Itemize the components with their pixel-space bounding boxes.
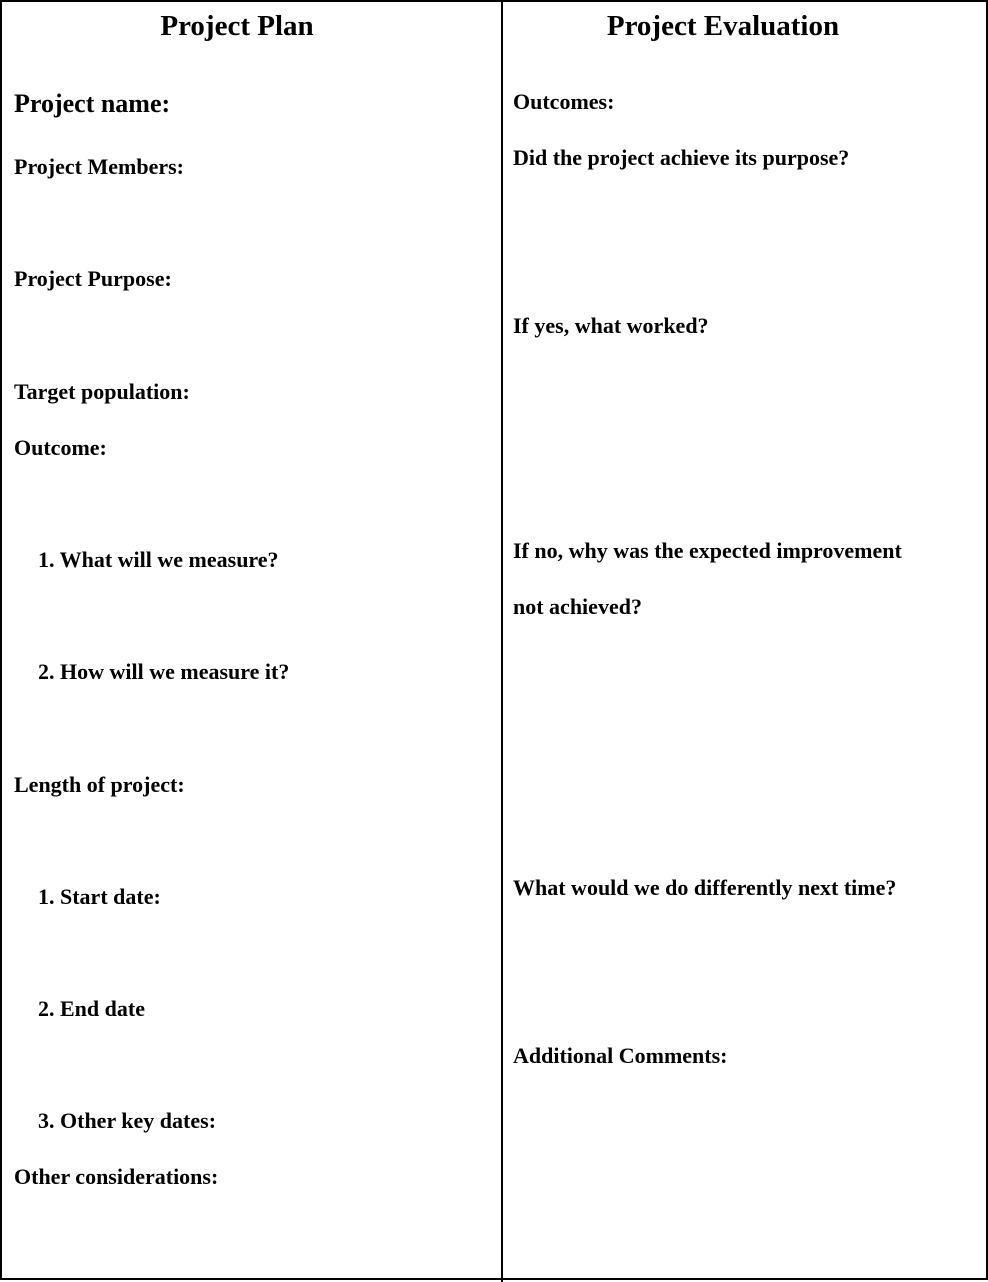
do-differently-question: What would we do differently next time? (513, 875, 897, 900)
project-purpose-label: Project Purpose: (14, 266, 172, 291)
project-members-label: Project Members: (14, 154, 184, 179)
outcome-label: Outcome: (14, 435, 107, 460)
column-divider (501, 2, 503, 1282)
if-no-question-line1: If no, why was the expected improvement (513, 538, 902, 563)
target-population-label: Target population: (14, 379, 190, 404)
project-plan-heading: Project Plan (160, 10, 314, 42)
start-date-label: 1. Start date: (38, 884, 161, 909)
project-length-label: Length of project: (14, 772, 185, 797)
additional-comments-label: Additional Comments: (513, 1043, 728, 1068)
other-key-dates-label: 3. Other key dates: (38, 1108, 217, 1133)
end-date-label: 2. End date (38, 996, 145, 1021)
other-considerations-label: Other considerations: (14, 1164, 219, 1189)
if-no-question-line2: not achieved? (513, 594, 642, 619)
achieved-purpose-question: Did the project achieve its purpose? (513, 145, 850, 170)
project-name-label: Project name: (14, 89, 171, 118)
outcomes-label: Outcomes: (513, 89, 615, 114)
if-yes-question: If yes, what worked? (513, 313, 709, 338)
measure-what-label: 1. What will we measure? (38, 547, 279, 572)
project-evaluation-heading: Project Evaluation (606, 10, 840, 42)
measure-how-label: 2. How will we measure it? (38, 659, 290, 684)
